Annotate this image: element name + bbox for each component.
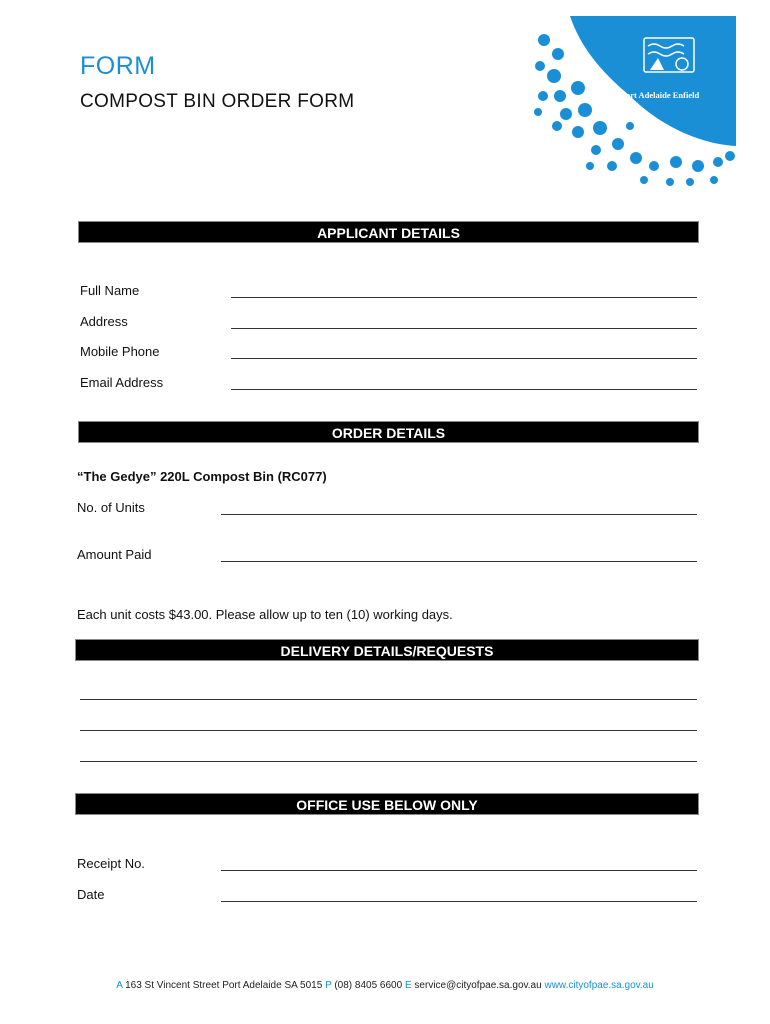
- footer-website[interactable]: www.cityofpae.sa.gov.au: [544, 980, 654, 991]
- delivery-line-3[interactable]: [80, 761, 697, 762]
- section-delivery-details: DELIVERY DETAILS/REQUESTS: [75, 639, 699, 661]
- section-order-details: ORDER DETAILS: [78, 421, 699, 443]
- delivery-line-2[interactable]: [80, 730, 697, 731]
- council-logo: [530, 16, 736, 186]
- section-office-use: OFFICE USE BELOW ONLY: [75, 793, 699, 815]
- delivery-line-1[interactable]: [80, 699, 697, 700]
- product-name: “The Gedye” 220L Compost Bin (RC077): [77, 469, 327, 484]
- date-label: Date: [77, 887, 105, 902]
- address-field[interactable]: [231, 328, 697, 329]
- form-title: COMPOST BIN ORDER FORM: [80, 91, 355, 112]
- order-note: Each unit costs $43.00. Please allow up to ten (10) working days.: [77, 607, 453, 622]
- logo-text: Port Adelaide Enfield: [620, 90, 700, 100]
- units-label: No. of Units: [77, 500, 145, 515]
- date-field[interactable]: [221, 901, 697, 902]
- amount-paid-field[interactable]: [221, 561, 697, 562]
- email-key: E: [404, 980, 412, 991]
- form-label: FORM: [80, 52, 156, 80]
- mobile-phone-label: Mobile Phone: [80, 344, 160, 359]
- email-address-label: Email Address: [80, 375, 164, 390]
- section-applicant-details: APPLICANT DETAILS: [78, 221, 699, 243]
- email-address-field[interactable]: [231, 389, 697, 390]
- amount-paid-label: Amount Paid: [77, 547, 152, 562]
- footer-address: 163 St Vincent Street Port Adelaide SA 5015: [125, 980, 323, 991]
- footer-contact: [0, 980, 770, 991]
- footer-phone: (08) 8405 6600: [334, 980, 403, 991]
- receipt-no-field[interactable]: [221, 870, 697, 871]
- full-name-label: Full Name: [80, 283, 140, 298]
- phone-key: P: [325, 980, 332, 991]
- address-label: Address: [80, 314, 128, 329]
- units-field[interactable]: [221, 514, 697, 515]
- address-key: A: [116, 980, 123, 991]
- mobile-phone-field[interactable]: [231, 358, 697, 359]
- footer-email[interactable]: service@cityofpae.sa.gov.au: [414, 980, 542, 991]
- receipt-no-label: Receipt No.: [77, 856, 145, 871]
- full-name-field[interactable]: [231, 297, 697, 298]
